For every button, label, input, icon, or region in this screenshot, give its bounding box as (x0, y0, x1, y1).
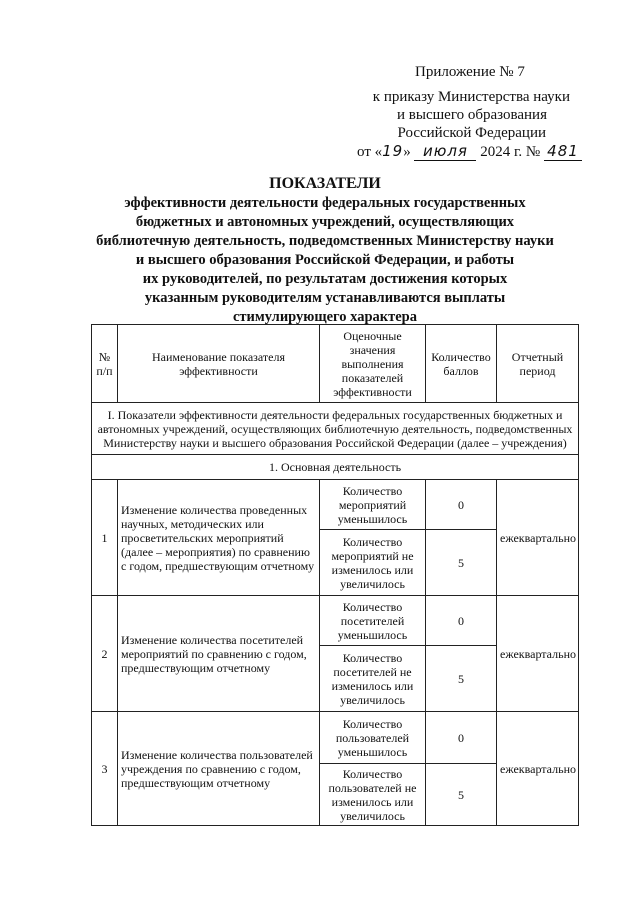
section-title: I. Показатели эффективности деятельности федеральных государственных бюджетных и автономных учреждений, осуществляющих библиотечную деятельность, подведомственных Министерству науки и высшего образования Российской Федерации (далее – учреждения) (92, 403, 579, 455)
table-row (92, 712, 579, 764)
table-header-row (92, 325, 579, 403)
heading-line: указанным руководителям устанавливаются выплаты (144, 290, 506, 306)
header-period: Отчетный период (497, 325, 579, 403)
row-value-b: Количество посетителей не изменилось или увеличилось (320, 646, 426, 712)
row-score-b: 5 (426, 646, 497, 712)
row-value-b: Количество мероприятий не изменилось или увеличилось (320, 530, 426, 596)
heading-line: их руководителей, по результатам достижения которых (142, 271, 508, 287)
heading-line: стимулирующего характера (233, 309, 417, 325)
row-score-a: 0 (426, 480, 497, 530)
row-score-a: 0 (426, 712, 497, 764)
heading-line: библиотечную деятельность, подведомственных Министерству науки (96, 233, 554, 249)
date-mid: » (403, 144, 411, 160)
subsection-row (92, 455, 579, 480)
header-num-l2: п/п (96, 363, 113, 378)
order-number: 481 (544, 142, 582, 161)
appendix-block (0, 0, 640, 200)
row-number: 3 (92, 712, 118, 826)
header-num-l1: № (98, 349, 111, 364)
row-period: ежеквартально (497, 596, 579, 712)
row-value-a: Количество пользователей уменьшилось (320, 712, 426, 764)
section-row (92, 403, 579, 455)
table-row (92, 480, 579, 530)
date-day: 19 (382, 142, 404, 160)
header-score: Количество баллов (426, 325, 497, 403)
row-indicator-name: Изменение количества посетителей мероприятий по сравнению с годом, предшествующим отчетному (118, 596, 320, 712)
heading-line: и высшего образования Российской Федерации, и работы (135, 252, 515, 268)
table-row (92, 596, 579, 646)
row-score-b: 5 (426, 764, 497, 826)
header-name: Наименование показателя эффективности (118, 325, 320, 403)
heading-line: бюджетных и автономных учреждений, осуществляющих (135, 214, 515, 230)
date-prefix: от « (357, 144, 383, 160)
indicators-table (91, 324, 579, 826)
document-heading (60, 174, 590, 327)
heading-title: ПОКАЗАТЕЛИ (269, 175, 381, 192)
date-year: 2024 г. № (480, 144, 541, 160)
heading-line: эффективности деятельности федеральных государственных (124, 195, 526, 211)
row-number: 1 (92, 480, 118, 596)
row-indicator-name: Изменение количества пользователей учреждения по сравнению с годом, предшествующим отчетному (118, 712, 320, 826)
row-period: ежеквартально (497, 712, 579, 826)
row-value-a: Количество мероприятий уменьшилось (320, 480, 426, 530)
appendix-line-3: Российской Федерации (397, 125, 546, 141)
row-number: 2 (92, 596, 118, 712)
subsection-title: 1. Основная деятельность (92, 455, 579, 480)
appendix-date-line (357, 142, 582, 161)
row-period: ежеквартально (497, 480, 579, 596)
appendix-line-2: и высшего образования (397, 107, 547, 123)
row-indicator-name: Изменение количества проведенных научных, методических или просветительских мероприятий (далее – мероприятия) по сравнению с годом, предшествующим отчетному (118, 480, 320, 596)
row-score-b: 5 (426, 530, 497, 596)
row-value-b: Количество пользователей не изменилось или увеличилось (320, 764, 426, 826)
row-score-a: 0 (426, 596, 497, 646)
appendix-title: Приложение № 7 (415, 64, 525, 80)
date-month: июля (414, 142, 476, 161)
header-num (92, 325, 118, 403)
header-values: Оценочные значения выполнения показателей эффективности (320, 325, 426, 403)
row-value-a: Количество посетителей уменьшилось (320, 596, 426, 646)
appendix-line-1: к приказу Министерства науки (372, 89, 570, 105)
